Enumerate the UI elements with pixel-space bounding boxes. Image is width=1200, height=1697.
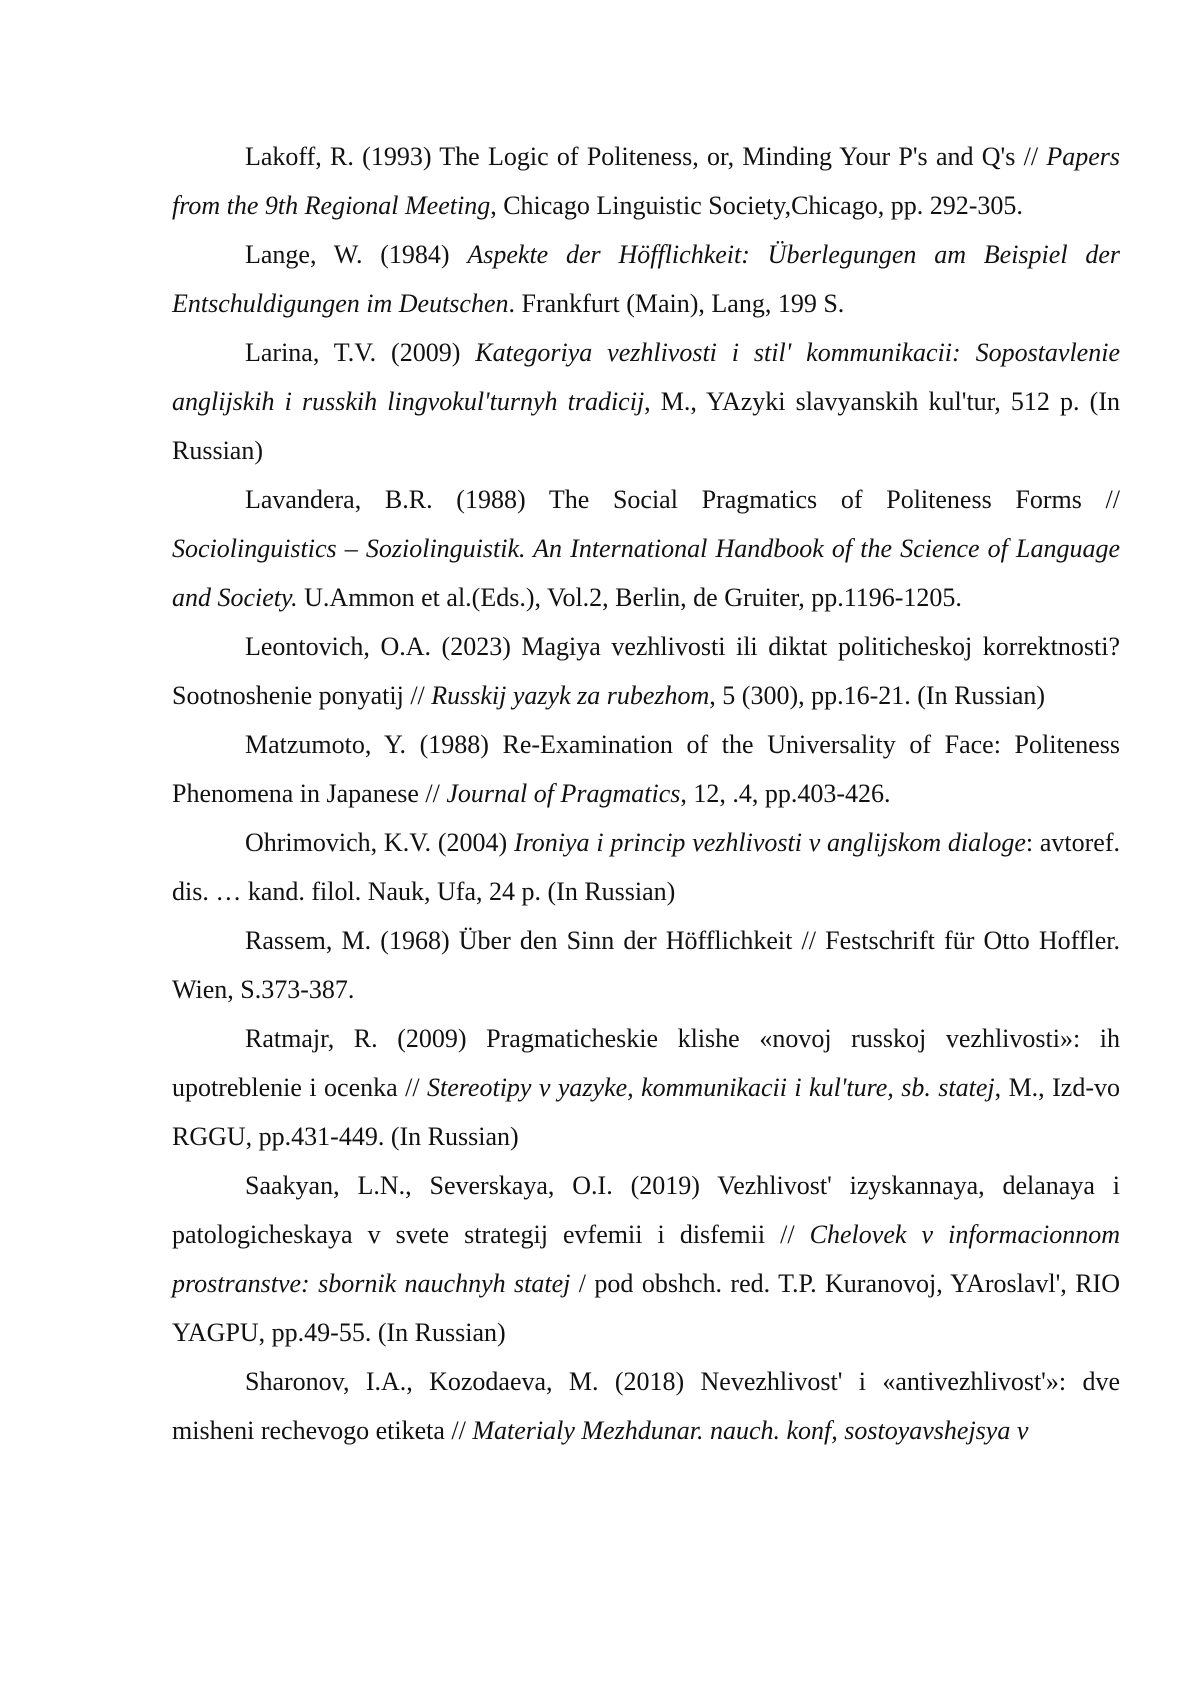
reference-text: / pod obshch. red. T.P. Kuranovoj, YAroslavl', RIO YAGPU, pp.49-55. (In Russian): [172, 1269, 1120, 1347]
reference-source-title: Stereotipy v yazyke, kommunikacii i kul'ture, sb. statej: [427, 1073, 995, 1102]
reference-text: : avtoref. dis. … kand. filol. Nauk, Ufa, 24 p. (In Russian): [172, 828, 1120, 906]
reference-text: Ohrimovich, K.V. (2004): [245, 828, 514, 857]
reference-text: Ratmajr, R. (2009) Pragmaticheskie klishe «novoj russkoj vezhlivosti»: ih upotreblenie i ocenka //: [172, 1024, 1120, 1102]
reference-text: Lavandera, B.R. (1988) The Social Pragmatics of Politeness Forms //: [245, 485, 1120, 514]
reference-entry: [172, 818, 1120, 916]
reference-source-title: Russkij yazyk za rubezhom: [431, 681, 709, 710]
reference-entry: [172, 328, 1120, 475]
reference-text: Saakyan, L.N., Severskaya, O.I. (2019) Vezhlivost' izyskannaya, delanaya i patologicheskaya v svete strategij evfemii i disfemii //: [172, 1171, 1120, 1249]
reference-text: Larina, T.V. (2009): [245, 338, 475, 367]
reference-source-title: Aspekte der Höfflichkeit: Überlegungen am Beispiel der Entschuldigungen im Deutschen: [172, 240, 1120, 318]
reference-text: U.Ammon et al.(Eds.), Vol.2, Berlin, de Gruiter, pp.1196-1205.: [298, 583, 962, 612]
reference-source-title: Chelovek v informacionnom prostranstve: sbornik nauchnyh statej: [172, 1220, 1120, 1298]
reference-entry: [172, 916, 1120, 1014]
reference-list: [172, 132, 1120, 1455]
reference-text: , Chicago Linguistic Society,Chicago, pp. 292-305.: [490, 191, 1023, 220]
reference-entry: [172, 720, 1120, 818]
reference-text: Lange, W. (1984): [245, 240, 467, 269]
reference-text: Matzumoto, Y. (1988) Re-Examination of the Universality of Face: Politeness Phenomena in Japanese //: [172, 730, 1120, 808]
reference-text: Lakoff, R. (1993) The Logic of Politeness, or, Minding Your P's and Q's //: [245, 142, 1046, 171]
reference-source-title: Kategoriya vezhlivosti i stil' kommunikacii: Sopostavlenie anglijskih i russkih lingvokul'turnyh tradicij: [172, 338, 1120, 416]
reference-source-title: Sociolinguistics – Soziolinguistik. An International Handbook of the Science of Language and Society.: [172, 534, 1120, 612]
reference-source-title: Journal of Pragmatics: [446, 779, 680, 808]
reference-text: Leontovich, O.A. (2023) Magiya vezhlivosti ili diktat politicheskoj korrektnosti? Sootnoshenie ponyatij //: [172, 632, 1120, 710]
reference-text: , M., Izd-vo RGGU, pp.431-449. (In Russian): [172, 1073, 1120, 1151]
reference-source-title: Ironiya i princip vezhlivosti v anglijskom dialoge: [514, 828, 1026, 857]
reference-text: Rassem, M. (1968) Über den Sinn der Höfflichkeit // Festschrift für Otto Hoffler. Wien, S.373-387.: [172, 926, 1120, 1004]
reference-text: , 5 (300), pp.16-21. (In Russian): [709, 681, 1045, 710]
reference-text: , 12, .4, pp.403-426.: [680, 779, 890, 808]
reference-text: Sharonov, I.A., Kozodaeva, M. (2018) Nevezhlivost' i «antivezhlivost'»: dve misheni rechevogo etiketa //: [172, 1367, 1120, 1445]
reference-entry: [172, 475, 1120, 622]
reference-entry: [172, 1161, 1120, 1357]
reference-entry: [172, 132, 1120, 230]
reference-source-title: Papers from the 9th Regional Meeting: [172, 142, 1120, 220]
reference-text: , M., YAzyki slavyanskih kul'tur, 512 p. (In Russian): [172, 387, 1120, 465]
reference-source-title: Materialy Mezhdunar. nauch. konf, sostoyavshejsya v: [472, 1416, 1028, 1445]
reference-entry: [172, 230, 1120, 328]
reference-entry: [172, 1014, 1120, 1161]
reference-text: . Frankfurt (Main), Lang, 199 S.: [509, 289, 845, 318]
reference-entry: [172, 622, 1120, 720]
reference-entry: [172, 1357, 1120, 1455]
